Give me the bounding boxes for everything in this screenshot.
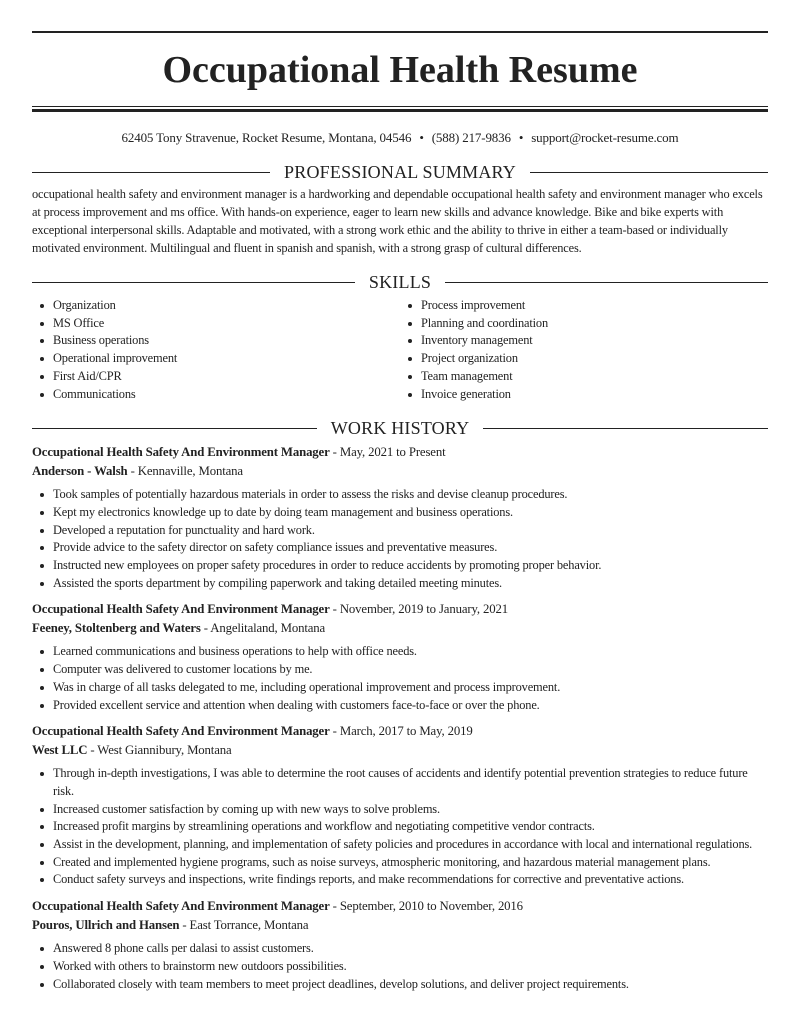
list-item: Communications — [32, 386, 400, 404]
list-item: Provide advice to the safety director on safety compliance issues and preventative measures. — [32, 539, 768, 557]
section-header-summary — [32, 161, 768, 183]
job-company-line — [32, 741, 768, 760]
list-item: Provided excellent service and attention when dealing with customers face-to-face or over the phone. — [32, 697, 768, 715]
job-bullets — [32, 940, 768, 993]
list-item: Created and implemented hygiene programs, such as noise surveys, atmospheric monitoring, and hazardous material management plans. — [32, 854, 768, 872]
list-item: Was in charge of all tasks delegated to me, including operational improvement and process improvement. — [32, 679, 768, 697]
job-company: West LLC — [32, 742, 88, 757]
skills-list — [32, 297, 768, 403]
job-bullets — [32, 643, 768, 714]
list-item: Planning and coordination — [400, 315, 768, 333]
section-title: PROFESSIONAL SUMMARY — [284, 161, 516, 182]
list-item: Kept my electronics knowledge up to date by doing team management and business operations. — [32, 504, 768, 522]
job-location: - Kennaville, Montana — [127, 463, 243, 478]
list-item: Project organization — [400, 350, 768, 368]
job-dates: - September, 2010 to November, 2016 — [329, 899, 523, 914]
section-title: WORK HISTORY — [330, 417, 470, 438]
job-company-line — [32, 619, 768, 638]
job-location: - Angelitaland, Montana — [200, 620, 326, 635]
job-title-line — [32, 722, 768, 741]
job-dates: - March, 2017 to May, 2019 — [329, 724, 473, 739]
work-history — [32, 443, 768, 993]
list-item: First Aid/CPR — [32, 368, 400, 386]
job-title-line — [32, 600, 768, 619]
list-item: Increased customer satisfaction by coming up with new ways to solve problems. — [32, 801, 768, 819]
list-item: Invoice generation — [400, 386, 768, 404]
summary-text: occupational health safety and environment manager is a hardworking and dependable occupational health safety and environment manager who excels at process improvement and ms office. With hands-on experience, eager to learn new skills and advance knowledge. Bike and bike experts with exceptional interpersonal skills. Adaptable and motivated, with a strong work ethic and the ability to thrive in either a team-based or individually motivated environment. Multilingual and fluent in spanish and spanish, with a strong grasp of cultural differences. — [32, 187, 763, 255]
job-dates: - November, 2019 to January, 2021 — [329, 602, 508, 617]
job-dates: - May, 2021 to Present — [329, 445, 446, 460]
list-item: Through in-depth investigations, I was able to determine the root causes of accidents and identify potential prevention strategies to reduce future risk. — [32, 765, 768, 800]
job-location: - East Torrance, Montana — [179, 917, 309, 932]
job-company: Pouros, Ullrich and Hansen — [32, 917, 180, 932]
job-entry — [32, 600, 768, 714]
resume-page — [32, 31, 768, 993]
list-item: Conduct safety surveys and inspections, write findings reports, and make recommendations for corrective and preventative actions. — [32, 871, 768, 889]
list-item: Collaborated closely with team members to meet project deadlines, develop solutions, and deliver project requirements. — [32, 976, 768, 994]
section-header-skills — [32, 271, 768, 293]
job-company-line — [32, 916, 768, 935]
list-item: Took samples of potentially hazardous materials in order to assess the risks and devise cleanup procedures. — [32, 486, 768, 504]
separator: • — [419, 130, 424, 145]
list-item: Process improvement — [400, 297, 768, 315]
list-item: Team management — [400, 368, 768, 386]
contact-info — [32, 129, 768, 147]
job-title: Occupational Health Safety And Environment Manager — [32, 724, 330, 739]
job-bullets — [32, 486, 768, 592]
list-item: Assisted the sports department by compiling paperwork and taking detailed meeting minutes. — [32, 575, 768, 593]
job-entry — [32, 443, 768, 592]
list-item: MS Office — [32, 315, 400, 333]
list-item: Inventory management — [400, 332, 768, 350]
job-company-line — [32, 462, 768, 481]
title-rule-thin — [32, 106, 768, 107]
section-title: SKILLS — [368, 271, 432, 292]
job-bullets — [32, 765, 768, 889]
title-rule-thick — [32, 109, 768, 112]
list-item: Operational improvement — [32, 350, 400, 368]
job-title: Occupational Health Safety And Environment Manager — [32, 602, 330, 617]
resume-title: Occupational Health Resume — [162, 49, 638, 91]
list-item: Computer was delivered to customer locations by me. — [32, 661, 768, 679]
contact-address: 62405 Tony Stravenue, Rocket Resume, Montana, 04546 — [121, 130, 412, 145]
list-item: Learned communications and business operations to help with office needs. — [32, 643, 768, 661]
separator: • — [518, 130, 524, 145]
list-item: Worked with others to brainstorm new outdoors possibilities. — [32, 958, 768, 976]
list-item: Business operations — [32, 332, 400, 350]
job-title: Occupational Health Safety And Environment Manager — [32, 445, 330, 460]
job-title: Occupational Health Safety And Environment Manager — [32, 899, 330, 914]
job-entry — [32, 897, 768, 993]
top-rule — [32, 31, 768, 33]
list-item: Instructed new employees on proper safety procedures in order to reduce accidents by promoting proper behavior. — [32, 557, 768, 575]
list-item: Answered 8 phone calls per dalasi to assist customers. — [32, 940, 768, 958]
contact-phone: (588) 217-9836 — [431, 130, 511, 145]
list-item: Developed a reputation for punctuality and hard work. — [32, 522, 768, 540]
job-location: - West Giannibury, Montana — [87, 742, 232, 757]
section-header-work — [32, 417, 768, 439]
contact-email: support@rocket-resume.com — [531, 130, 679, 145]
job-company: Anderson - Walsh — [32, 463, 128, 478]
skills-column-right — [400, 297, 768, 403]
job-title-line — [32, 443, 768, 462]
list-item: Increased profit margins by streamlining operations and workflow and negotiating competitive vendor contracts. — [32, 818, 768, 836]
job-company: Feeney, Stoltenberg and Waters — [32, 620, 201, 635]
job-title-line — [32, 897, 768, 916]
list-item: Assist in the development, planning, and implementation of safety policies and procedures in accordance with local and international regulations. — [32, 836, 768, 854]
job-entry — [32, 722, 768, 889]
skills-column-left — [32, 297, 400, 403]
list-item: Organization — [32, 297, 400, 315]
